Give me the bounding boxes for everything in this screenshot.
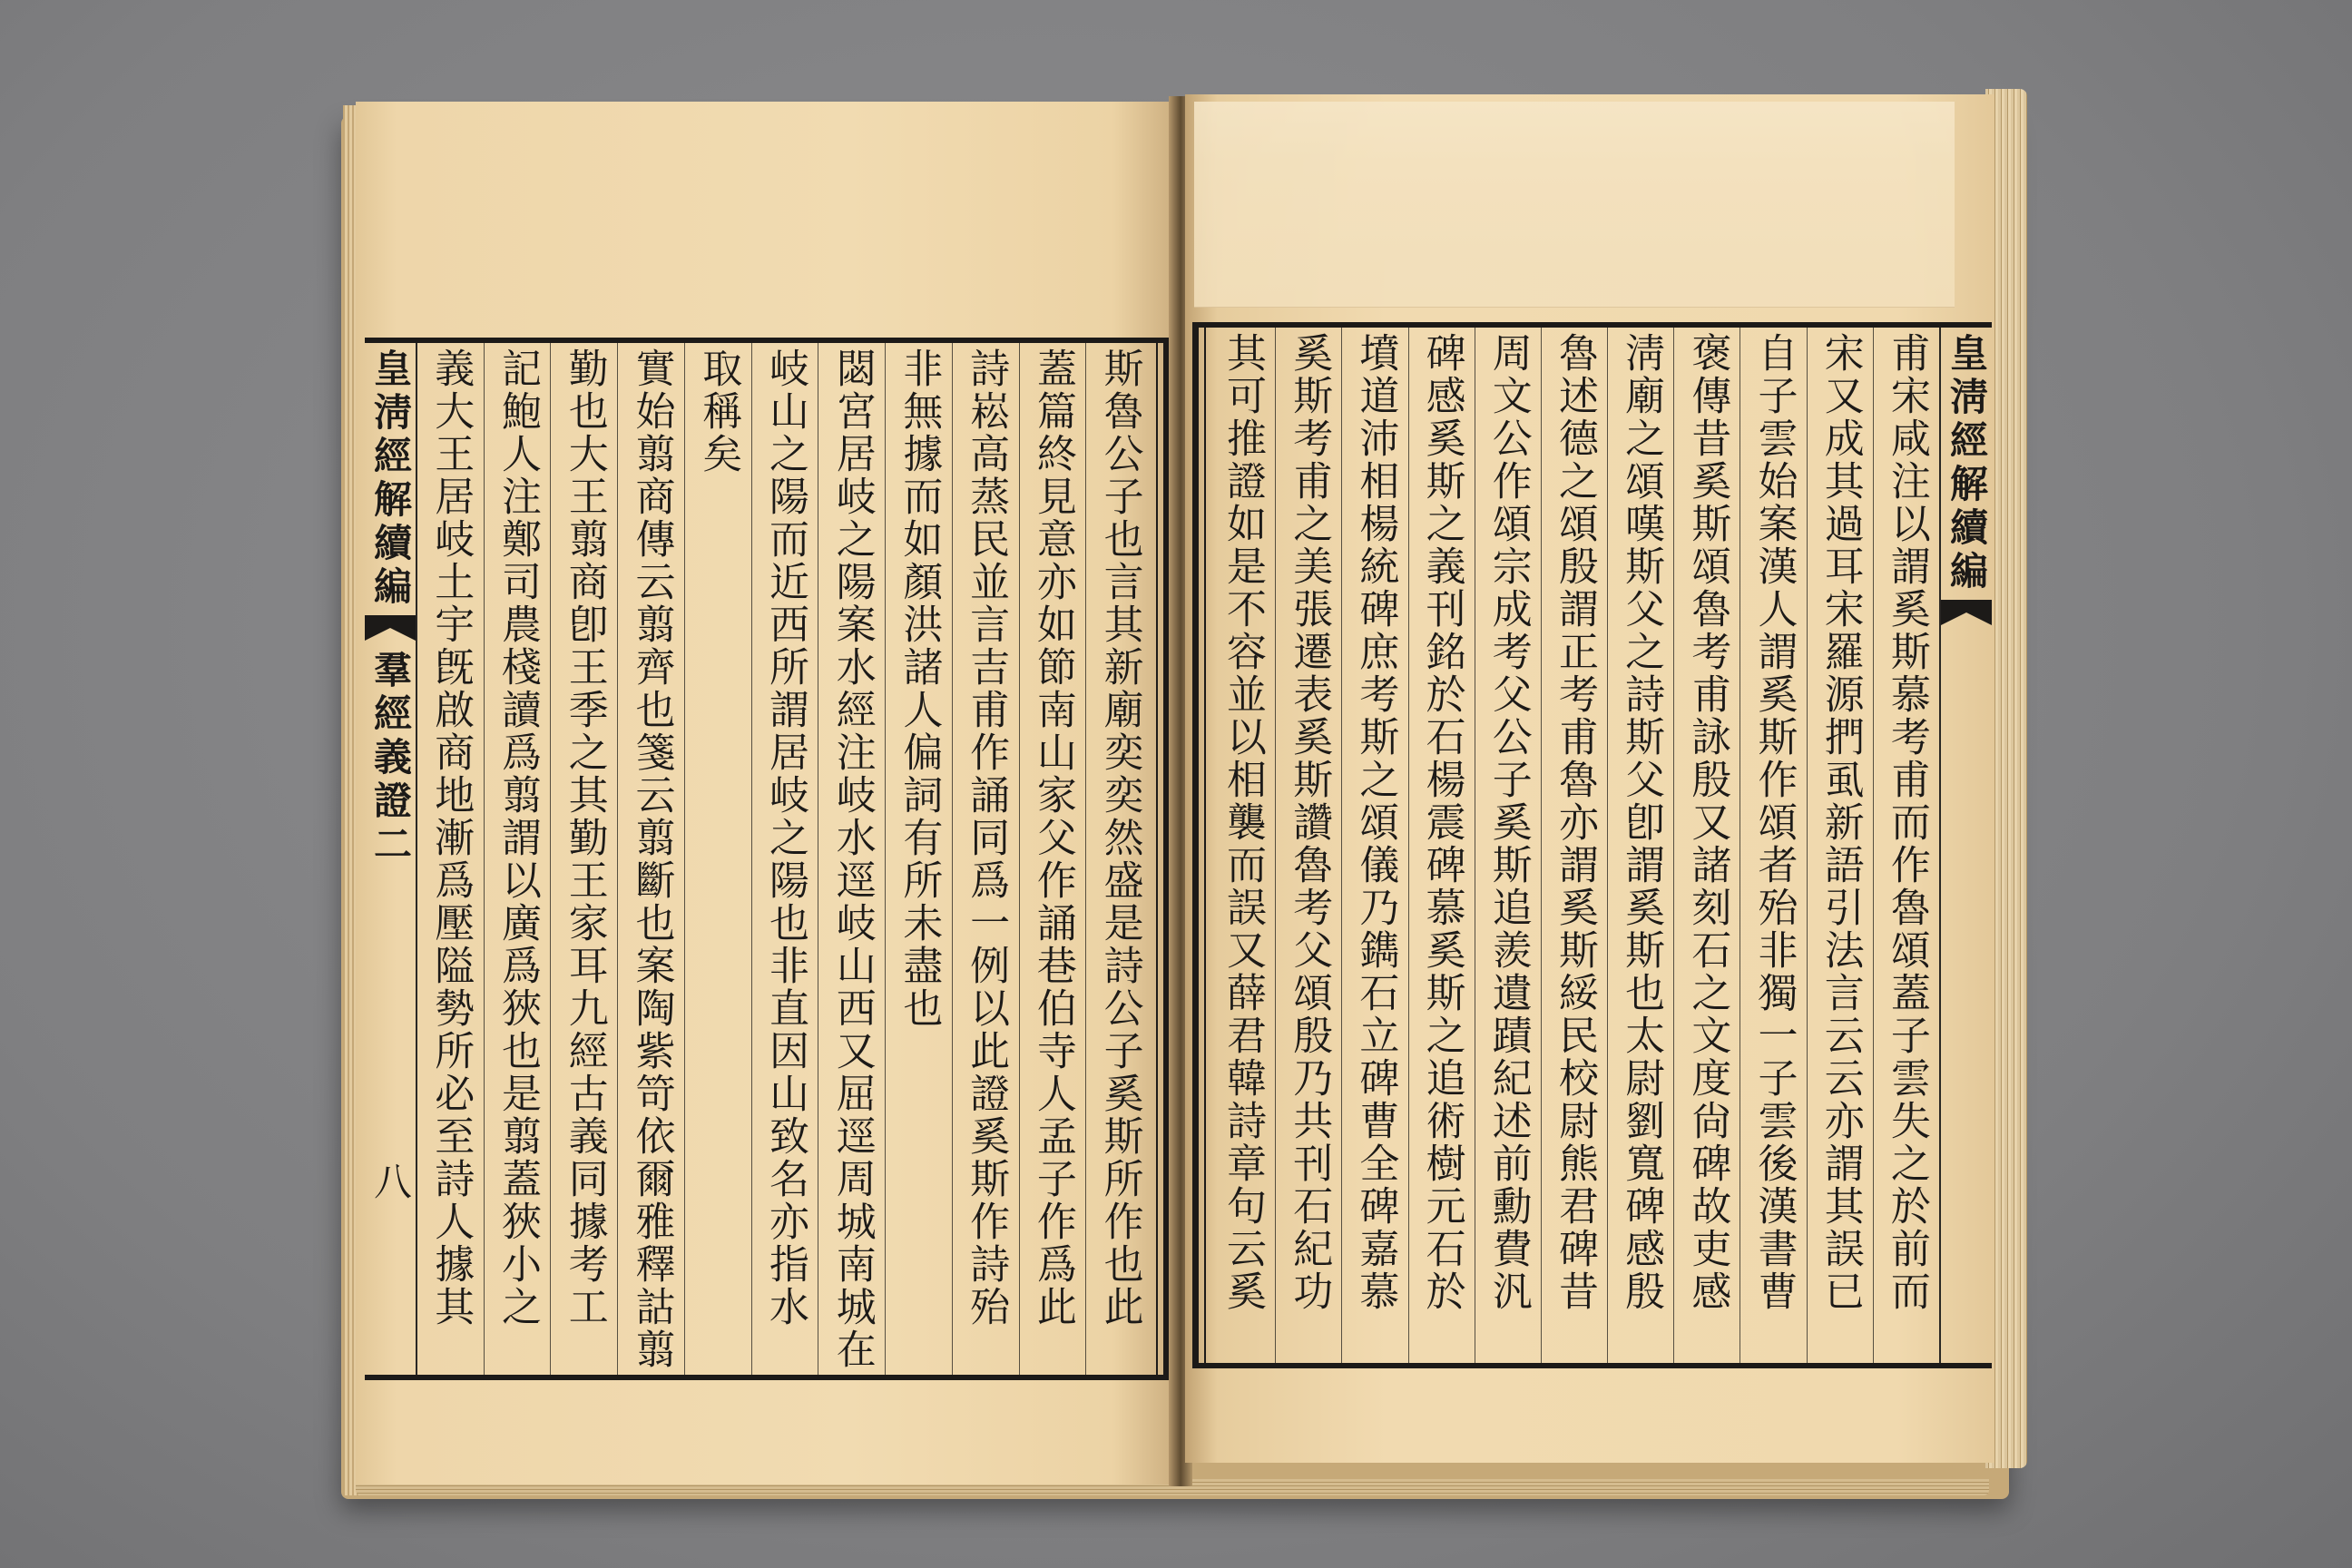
left-page-frame <box>365 338 1170 1380</box>
column-text: 非無據而如顏洪諸人偏詞有所未盡也 <box>896 348 943 1030</box>
column-text: 記鮑人注鄭司農棧讀爲翦謂以廣爲狹也是翦蓋狹小之 <box>495 348 542 1328</box>
text-column <box>1408 328 1475 1363</box>
text-column <box>1607 328 1673 1363</box>
column-text: 實始翦商傳云翦齊也箋云翦斷也案陶紫笴依爾雅釋詁翦 <box>628 348 675 1371</box>
text-column <box>684 343 751 1375</box>
column-text: 周文公作頌宗成考父公子奚斯追羨遺蹟紀述前勳費汎 <box>1485 332 1532 1313</box>
column-text: 義大王居岐土宇旣啟商地漸爲壓隘勢所必至詩人據其 <box>427 348 475 1328</box>
column-text: 閟宮居岐之陽案水經注岐水逕岐山西又屈逕周城南城在 <box>828 348 876 1371</box>
text-column <box>484 343 551 1375</box>
column-text: 甫宋咸注以謂奚斯慕考甫而作魯頌蓋子雲失之於前而 <box>1883 332 1930 1313</box>
text-column <box>617 343 684 1375</box>
banxin-title: 皇淸經解續編 <box>1945 333 1989 594</box>
banxin-title: 皇淸經解續編 <box>368 348 413 610</box>
text-column <box>1019 343 1086 1375</box>
text-column <box>1210 328 1275 1363</box>
text-column <box>1541 328 1607 1363</box>
left-page-banxin <box>365 343 417 1375</box>
text-column <box>885 343 952 1375</box>
text-column <box>818 343 885 1375</box>
text-column <box>1341 328 1407 1363</box>
column-text: 詩崧高蒸民並言吉甫作誦同爲一例以此證奚斯作詩殆 <box>963 348 1010 1328</box>
column-text: 淸廟之頌嘆斯父之詩斯父卽謂奚斯也太尉劉寬碑感殷 <box>1618 332 1665 1313</box>
column-text: 其可推證如是不容並以相襲而誤又薛君韓詩章句云奚 <box>1220 332 1267 1313</box>
column-text: 自子雲始案漢人謂奚斯作頌者殆非獨一子雲後漢書曹 <box>1750 332 1798 1313</box>
column-text: 碑感奚斯之義刊銘於石楊震碑慕奚斯之追術樹元石於 <box>1418 332 1465 1313</box>
column-text: 奚斯考甫之美張遷表奚斯讚魯考父頌殷乃共刊石紀功 <box>1286 332 1333 1313</box>
left-page <box>356 102 1178 1485</box>
text-column <box>1275 328 1341 1363</box>
text-column <box>1807 328 1873 1363</box>
column-text: 斯魯公子也言其新廟奕奕然盛是詩公子奚斯所作也此 <box>1096 348 1143 1328</box>
right-page-text <box>1199 328 1939 1363</box>
pasted-paper-repair <box>1194 102 1955 308</box>
text-column <box>952 343 1019 1375</box>
column-text: 勤也大王翦商卽王季之其勤王家耳九經古義同據考工 <box>561 348 608 1328</box>
text-column <box>417 343 484 1375</box>
column-text: 墳道沛相楊統碑庶考斯之頌儀乃鐫石立碑曹全碑嘉慕 <box>1352 332 1399 1313</box>
text-column <box>550 343 617 1375</box>
left-page-text <box>417 343 1163 1375</box>
fishtail-mark <box>365 615 416 641</box>
right-page <box>1185 94 1994 1463</box>
right-page-frame <box>1192 322 1992 1368</box>
column-text: 魯述德之頌殷謂正考甫魯亦謂奚斯綏民校尉熊君碑昔 <box>1551 332 1598 1313</box>
column-text: 宋又成其過耳宋羅源捫虱新語引法言云云亦謂其誤已 <box>1817 332 1864 1313</box>
text-column <box>1673 328 1740 1363</box>
column-text: 岐山之陽而近西所謂居岐之陽也非直因山致名亦指水 <box>761 348 808 1328</box>
column-text: 褒傳昔奚斯頌魯考甫詠殷又諸刻石之文度尙碑故吏感 <box>1684 332 1731 1313</box>
text-column <box>1740 328 1806 1363</box>
text-column <box>1873 328 1939 1363</box>
text-column <box>1085 343 1152 1375</box>
banxin-section: 羣經義證二 <box>368 650 413 867</box>
banxin-page-number: 八 <box>368 1161 413 1205</box>
text-column <box>1475 328 1541 1363</box>
fishtail-mark <box>1941 600 1992 625</box>
column-text: 蓋篇終見意亦如節南山家父作誦巷伯寺人孟子作爲此 <box>1029 348 1076 1328</box>
column-text: 取稱矣 <box>695 348 742 475</box>
text-column <box>751 343 818 1375</box>
right-page-banxin <box>1939 328 1992 1363</box>
